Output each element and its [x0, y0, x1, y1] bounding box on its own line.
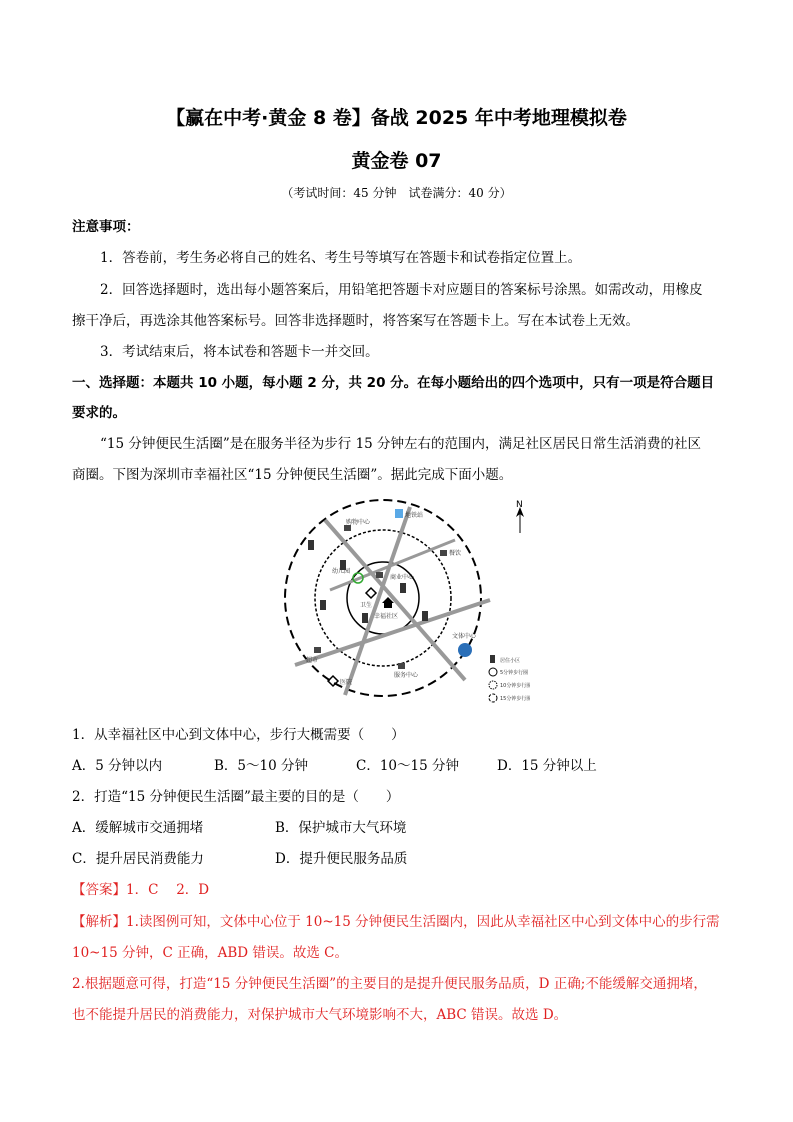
question-2-stem: 2．打造“15 分钟便民生活圈”最主要的目的是（ ）: [72, 789, 400, 805]
map-label-kindergarten: 幼儿园: [332, 568, 351, 575]
map-label-hospital: 医院: [340, 679, 353, 686]
map-label-culture: 文体中心: [452, 633, 477, 640]
culture-center-icon: [458, 643, 472, 657]
residence-icon: [422, 611, 428, 621]
answer-line: [72, 880, 209, 900]
map-label-subway: 地铁站: [405, 512, 424, 519]
service-icon: [398, 663, 405, 669]
question-2-option-c: C．提升居民消费能力: [72, 851, 204, 867]
section-heading-cont: 要求的。: [72, 405, 126, 421]
question-intro-cont: 商圈。下图为深圳市幸福社区“15 分钟便民生活圈”。据此完成下面小题。: [72, 467, 513, 483]
notice-item-2-cont: 擦干净后，再选涂其他答案标号。回答非选择题时，将答案写在答题卡上。写在本试卷上无效。: [72, 313, 639, 329]
residence-icon: [308, 540, 314, 550]
section-heading: 一、选择题：本题共 10 小题，每小题 2 分，共 20 分。在每小题给出的四个选项中，只有一项是符合题目: [72, 375, 715, 391]
residence-icon: [400, 583, 406, 593]
shop-icon: [376, 572, 383, 578]
map-label-supermarket: 超市: [306, 657, 319, 664]
analysis-line-2: 10~15 分钟，C 正确，ABD 错误。故选 C。: [72, 945, 348, 961]
page-title: 【赢在中考·黄金 8 卷】备战 2025 年中考地理模拟卷: [166, 107, 627, 129]
legend-residence-icon: [490, 655, 495, 663]
legend-5min-icon: [489, 668, 497, 676]
legend-10min: 10分钟步行圈: [500, 683, 530, 689]
community-map: [270, 495, 530, 717]
map-label-shopping: 购物中心: [346, 519, 371, 526]
north-label: N: [516, 500, 523, 510]
legend-15min-icon: [489, 694, 497, 702]
question-2-option-d: D．提升便民服务品质: [275, 851, 408, 867]
residence-icon: [320, 600, 326, 610]
question-1-option-b: B．5～10 分钟: [214, 758, 308, 774]
notice-item-2: 2．回答选择题时，选出每小题答案后，用铅笔把答题卡对应题目的答案标号涂黑。如需改动，用橡皮: [100, 282, 703, 298]
notice-heading: 注意事项：: [72, 219, 140, 235]
answer-text: 1．C 2．D: [126, 882, 210, 898]
health-icon: [366, 588, 376, 598]
analysis-line-3: 2.根据题意可得，打造“15 分钟便民生活圈”的主要目的是提升便民服务品质，D 正确;不能缓解交通拥堵，: [72, 976, 707, 992]
legend-residence: 居住小区: [500, 658, 521, 664]
question-1-option-a: A．5 分钟以内: [72, 758, 163, 774]
map-label-shop: 商业中心: [390, 574, 415, 581]
map-label-health: 卫生: [360, 602, 373, 609]
subway-icon: [395, 509, 403, 518]
analysis-text-1: 1.读图例可知，文体中心位于 10~15 分钟便民生活圈内，因此从幸福社区中心到文体中心的步行需: [126, 914, 720, 930]
supermarket-icon: [314, 647, 321, 653]
legend-10min-icon: [489, 681, 497, 689]
map-label-restaurant: 餐饮: [449, 550, 462, 557]
analysis-label: 【解析】: [72, 914, 126, 930]
answer-label: 【答案】: [72, 882, 126, 898]
question-1-option-c: C．10～15 分钟: [356, 758, 459, 774]
restaurant-icon: [440, 550, 447, 556]
exam-info: （考试时间：45 分钟 试卷满分：40 分）: [281, 186, 512, 200]
question-2-option-a: A．缓解城市交通拥堵: [72, 820, 204, 836]
notice-item-1: 1．答卷前，考生务必将自己的姓名、考生号等填写在答题卡和试卷指定位置上。: [100, 250, 582, 266]
question-1-option-d: D．15 分钟以上: [497, 758, 597, 774]
page-subtitle: 黄金卷 07: [351, 150, 442, 172]
map-label-service: 服务中心: [394, 672, 419, 679]
map-label-community-center: 幸福社区: [374, 613, 399, 620]
analysis-line-4: 也不能提升居民的消费能力，对保护城市大气环境影响不大，ABC 错误。故选 D。: [72, 1007, 568, 1023]
question-intro: “15 分钟便民生活圈”是在服务半径为步行 15 分钟左右的范围内，满足社区居民日常生活消费的社区: [100, 436, 702, 452]
legend-15min: 15分钟步行圈: [500, 696, 530, 702]
analysis-line-1: [72, 912, 720, 932]
question-2-option-b: B．保护城市大气环境: [275, 820, 407, 836]
residence-icon: [362, 613, 368, 623]
notice-item-3: 3．考试结束后，将本试卷和答题卡一并交回。: [100, 344, 379, 360]
legend-5min: 5分钟步行圈: [500, 670, 529, 676]
question-1-stem: 1．从幸福社区中心到文体中心，步行大概需要（ ）: [72, 727, 405, 743]
